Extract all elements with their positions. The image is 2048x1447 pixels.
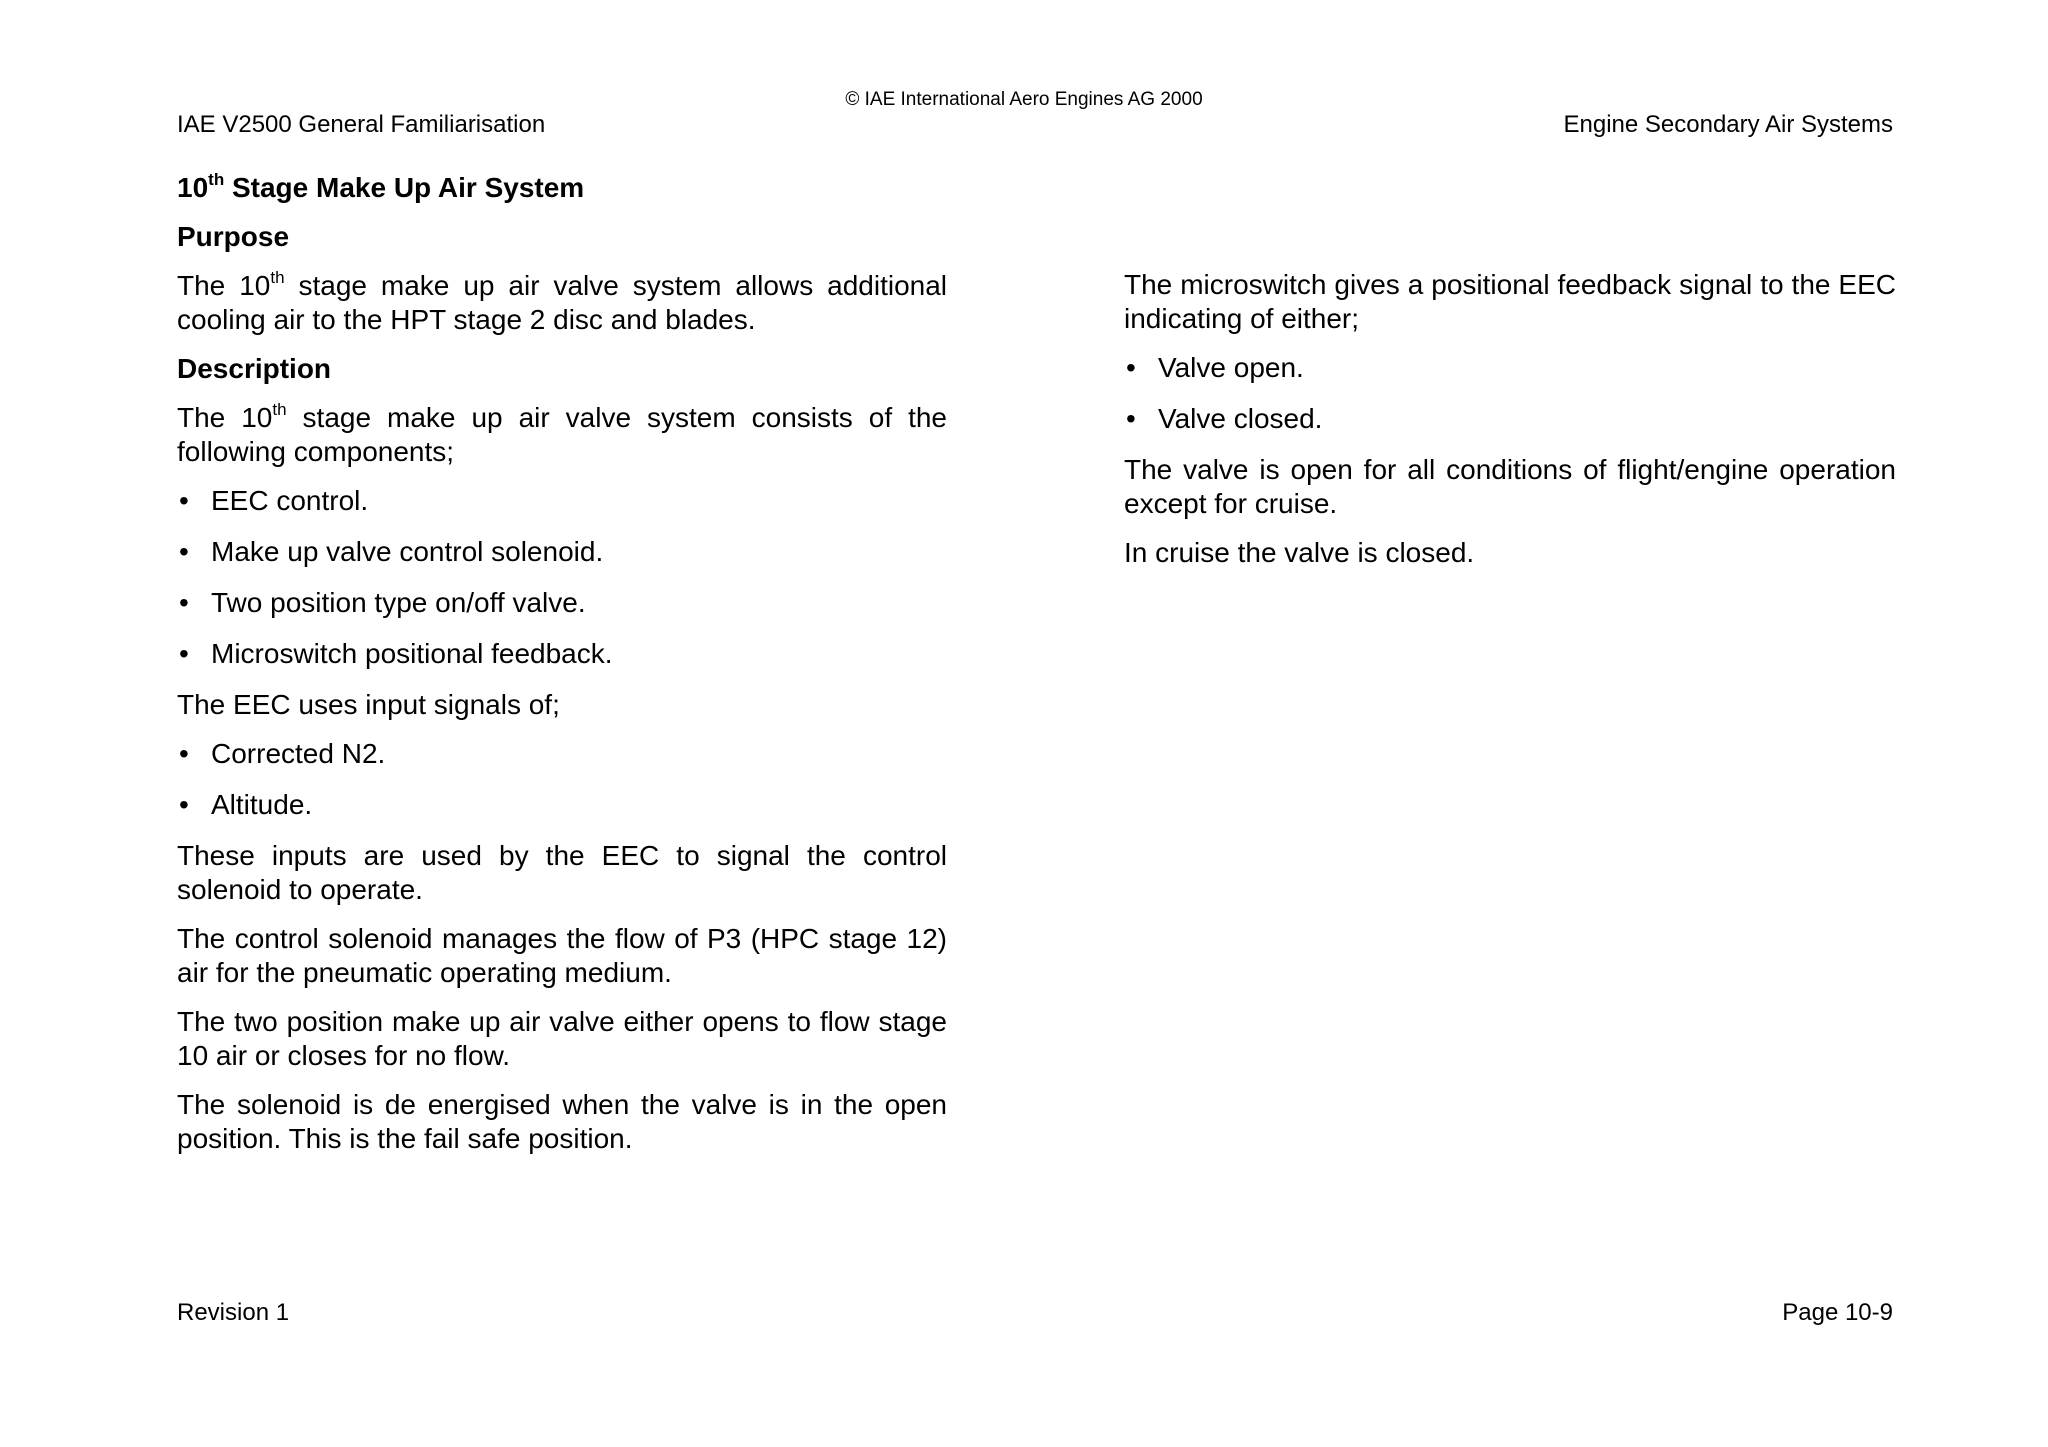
bullet-icon: •	[179, 789, 189, 820]
list-item: • Microswitch positional feedback.	[179, 638, 613, 669]
footer-revision: Revision 1	[177, 1299, 290, 1326]
header-document-title: IAE V2500 General Familiarisation	[177, 111, 546, 138]
feedback-intro: The microswitch gives a positional feedback signal to the EEC indicating of either;	[1124, 269, 1896, 334]
list-item: • Altitude.	[179, 789, 313, 820]
bullet-icon: •	[179, 485, 189, 516]
inputs-usage-paragraph: These inputs are used by the EEC to signal the control solenoid to operate.	[177, 840, 947, 905]
cruise-paragraph: In cruise the valve is closed.	[1124, 537, 1475, 568]
description-heading: Description	[177, 353, 332, 384]
bullet-icon: •	[179, 738, 189, 769]
copyright-notice: © IAE International Aero Engines AG 2000	[845, 89, 1203, 110]
list-item: • Two position type on/off valve.	[179, 587, 586, 618]
solenoid-flow-paragraph: The control solenoid manages the flow of P3 (HPC stage 12) air for the pneumatic operating medium.	[177, 923, 947, 988]
components-list	[177, 484, 947, 671]
right-column	[1124, 268, 1896, 585]
bullet-icon: •	[1126, 403, 1136, 434]
bullet-icon: •	[179, 638, 189, 669]
description-paragraph: The 10th stage make up air valve system consists of the following components;	[177, 399, 948, 467]
bullet-icon: •	[1126, 352, 1136, 383]
header-section-title: Engine Secondary Air Systems	[1563, 111, 1893, 138]
purpose-heading: Purpose	[177, 221, 290, 252]
list-item: • Corrected N2.	[179, 738, 386, 769]
page-title: 10th Stage Make Up Air System	[177, 169, 585, 203]
bullet-icon: •	[179, 536, 189, 567]
inputs-intro: The EEC uses input signals of;	[177, 689, 560, 720]
valve-flow-paragraph: The two position make up air valve either opens to flow stage 10 air or closes for no flow.	[177, 1006, 947, 1071]
list-item: • EEC control.	[179, 485, 369, 516]
purpose-paragraph: The 10th stage make up air valve system allows additional cooling air to the HPT stage 2 disc and blades.	[177, 267, 948, 335]
valve-states-list	[1124, 351, 1896, 436]
fail-safe-paragraph: The solenoid is de energised when the valve is in the open position. This is the fail safe position.	[177, 1089, 947, 1154]
bullet-icon: •	[179, 587, 189, 618]
list-item: • Valve closed.	[1126, 403, 1323, 434]
footer-page-number: Page 10-9	[1782, 1299, 1893, 1326]
valve-open-paragraph: The valve is open for all conditions of flight/engine operation except for cruise.	[1124, 454, 1896, 519]
list-item: • Make up valve control solenoid.	[179, 536, 604, 567]
left-column	[177, 171, 947, 1171]
list-item: • Valve open.	[1126, 352, 1304, 383]
inputs-list	[177, 737, 947, 822]
